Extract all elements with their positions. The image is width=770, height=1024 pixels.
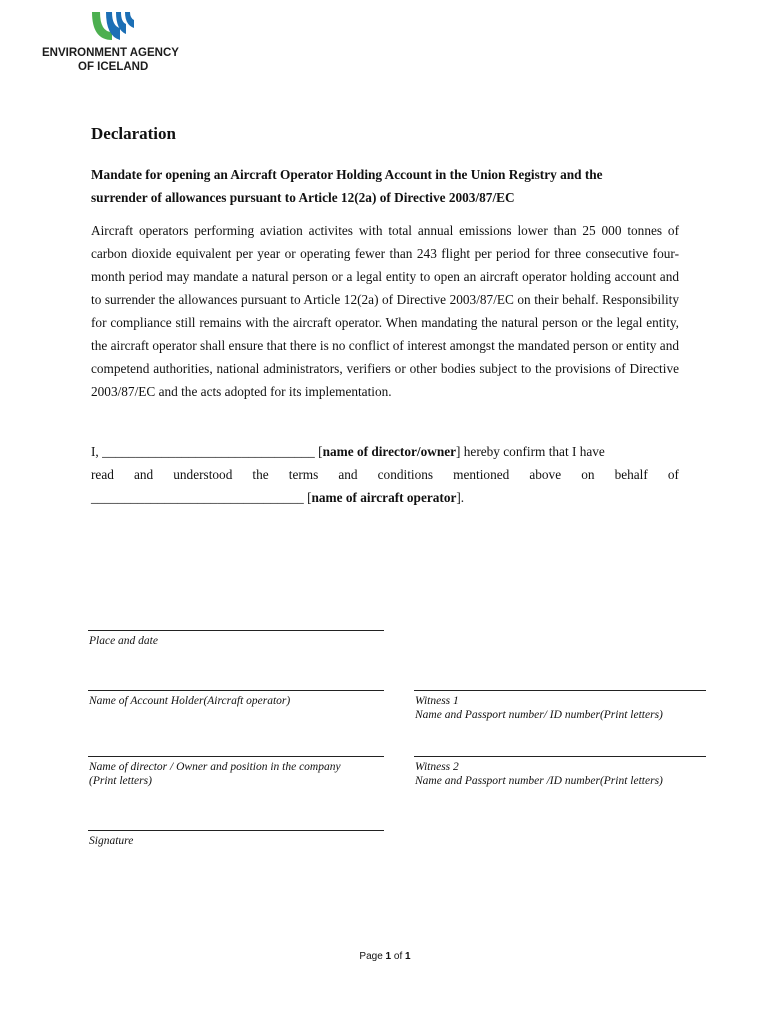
director-field[interactable] (88, 756, 384, 788)
page-current: 1 (385, 951, 392, 962)
confirm-line3 (91, 486, 679, 509)
body-paragraph: Aircraft operators performing aviation activites with total annual emissions lower than 25 000 tonnes of carbon dioxide equivalent per year or operating fewer than 243 flight per period for three consecutive four-month period may mandate a natural person or a legal entity to open an aircraft operator holding account and to surrender the allowances pursuant to Article 12(2a) of Directive 2003/87/EC on their behalf. Responsibility for compliance still remains with the aircraft operator. When mandating the natural person or the legal entity, the aircraft operator shall ensure that there is no conflict of interest amongst the mandated person or entity and competend authorities, national administrators, verifiers or other bodies subject to the provisions of Directive 2003/87/EC and the acts adopted for its implementation. (91, 223, 679, 399)
logo-text-line1: ENVIRONMENT AGENCY (42, 47, 179, 59)
account-holder-field[interactable] (88, 690, 384, 708)
logo-text-line2: OF ICELAND (78, 61, 149, 73)
place-date-field[interactable] (88, 630, 384, 648)
confirm-word: behalf (614, 467, 648, 482)
subtitle (91, 163, 681, 209)
director-label-line1: Name of director / Owner and position in the company (89, 761, 341, 773)
director-placeholder: name of director/owner (322, 444, 457, 459)
witness1-title: Witness 1 (415, 695, 459, 707)
confirm-line3-end: ]. (456, 490, 465, 505)
witness2-field[interactable] (414, 756, 706, 788)
page-word: Page (359, 951, 383, 962)
subtitle-line1: Mandate for opening an Aircraft Operator Holding Account in the Union Registry and the (91, 167, 603, 182)
confirm-word: mentioned (453, 467, 510, 482)
operator-placeholder: name of aircraft operator (311, 490, 457, 505)
page-footer (0, 951, 770, 962)
confirm-word: and (338, 467, 358, 482)
confirm-word: and (133, 467, 154, 482)
confirm-line2 (91, 463, 679, 486)
page-total: 1 (405, 951, 411, 962)
confirmation-statement (91, 440, 679, 509)
confirm-line1 (91, 440, 679, 463)
signature-field[interactable] (88, 830, 384, 848)
confirm-word: conditions (377, 467, 434, 482)
of-word: of (393, 951, 403, 962)
account-holder-label: Name of Account Holder(Aircraft operator) (89, 695, 291, 707)
operator-blank: ________________________________ [ (91, 490, 312, 505)
confirm-prefix: I, ________________________________ [ (91, 444, 323, 459)
agency-logo (40, 10, 190, 76)
confirm-word: terms (288, 467, 319, 482)
witness2-detail: Name and Passport number /ID number(Print letters) (415, 775, 663, 787)
leaf-wave-icon (90, 10, 136, 44)
subtitle-line2: surrender of allowances pursuant to Article 12(2a) of Directive 2003/87/EC (91, 190, 515, 205)
confirm-rest: ] hereby confirm that I have (456, 444, 605, 459)
signature-label: Signature (89, 835, 134, 847)
confirm-word: of (667, 467, 679, 482)
confirm-word: read (91, 467, 114, 482)
confirm-word: on (581, 467, 595, 482)
confirm-word: above (529, 467, 562, 482)
witness1-field[interactable] (414, 690, 706, 722)
confirm-word: the (252, 467, 269, 482)
witness1-detail: Name and Passport number/ ID number(Print letters) (415, 709, 663, 721)
confirm-word: understood (173, 467, 233, 482)
witness2-title: Witness 2 (415, 761, 459, 773)
page-title: Declaration (91, 124, 176, 143)
place-date-label: Place and date (89, 635, 158, 647)
director-label-line2: (Print letters) (89, 775, 152, 787)
